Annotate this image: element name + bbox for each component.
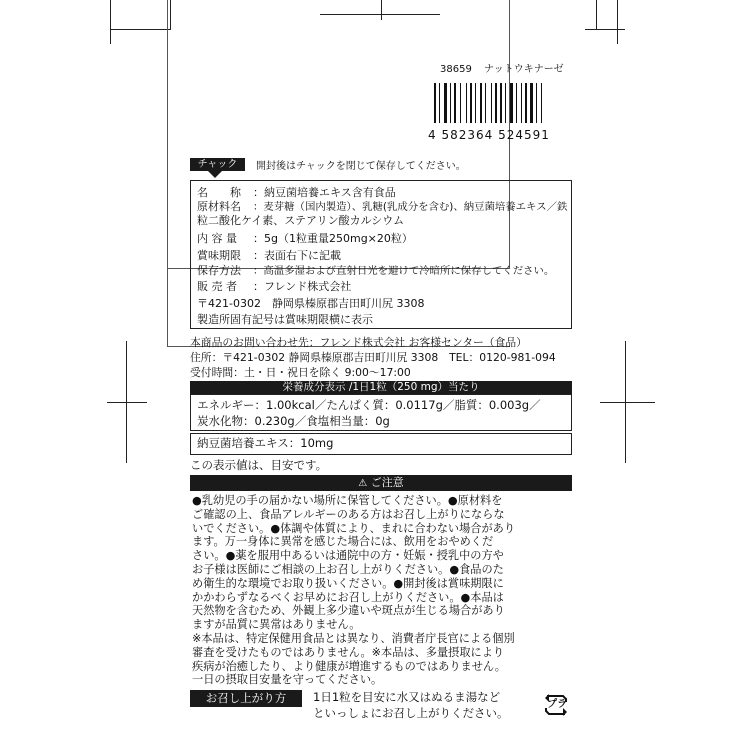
caution-body bbox=[192, 494, 574, 687]
caution-line: さい。●薬を服用中あるいは通院中の方・妊娠・授乳中の方や bbox=[192, 549, 504, 563]
barcode-bar bbox=[521, 83, 522, 123]
caution-line: お子様は医師にご相談の上お召し上がりください。●食品のた bbox=[192, 562, 504, 576]
contact-line1: 本商品のお問い合わせ先：フレンド株式会社 お客様センター（食品） bbox=[190, 336, 527, 349]
barcode-bar bbox=[450, 83, 451, 123]
how-to-label bbox=[190, 690, 302, 707]
caution-line: いでください。●体調や体質により、まれに合わない場合があり bbox=[192, 521, 516, 535]
ingredients-value-line2: 粒二酸化ケイ素、ステアリン酸カルシウム bbox=[197, 214, 405, 227]
factory-note: 製造所固有記号は賞味期限横に表示 bbox=[197, 313, 373, 326]
caution-line: 天然物を含むため、外観上多少違いや斑点が生じる場合があり bbox=[192, 604, 505, 618]
contact-line3: 受付時間：土・日・祝日を除く 9:00～17:00 bbox=[190, 366, 411, 379]
zipper-tag bbox=[190, 158, 245, 171]
caution-line: 疾病が治癒したり、より健康が増進するものではありません。 bbox=[192, 659, 506, 673]
contact-line2: 住所：〒421-0302 静岡県榛原郡吉田町川尻 3308 TEL：0120-981-094 bbox=[190, 351, 556, 364]
zipper-arrow-icon bbox=[208, 171, 222, 178]
warning-icon: ⚠ bbox=[358, 478, 368, 489]
barcode bbox=[434, 83, 574, 123]
ingredients-label: 原材料名 bbox=[197, 200, 241, 213]
ingredients-value-line1: ：麦芽糖（国内製造）、乳糖(乳成分を含む)、納豆菌培養エキス／鉄 bbox=[253, 201, 568, 213]
nutrition-header-text: 栄養成分表示 /1日1粒（250 mg）当たり bbox=[282, 381, 480, 393]
barcode-bar bbox=[536, 83, 537, 123]
name-value: ：納豆菌培養エキス含有食品 bbox=[253, 186, 396, 199]
caution-line: ※本品は、特定保健用食品とは異なり、消費者庁長官による個別 bbox=[192, 631, 515, 645]
how-to-line2: といっしょにお召し上がりください。 bbox=[313, 706, 509, 720]
barcode-bar bbox=[466, 83, 467, 123]
guide-note: この表示値は、目安です。 bbox=[190, 458, 328, 472]
caution-line: め衛生的な環境でお取り扱いください。●開封後は賞味期限に bbox=[192, 576, 504, 590]
caution-header bbox=[190, 475, 572, 491]
nutrition-line2: 炭水化物：0.230g／食塩相当量：0g bbox=[197, 414, 390, 428]
seller-row bbox=[197, 280, 351, 293]
address: 〒421-0302 静岡県榛原郡吉田町川尻 3308 bbox=[197, 297, 425, 310]
barcode-bar bbox=[434, 83, 436, 123]
barcode-bar bbox=[480, 83, 482, 123]
caution-line: ます。万一身体に異常を感じた場合には、飲用をおやめくだ bbox=[192, 535, 494, 549]
zipper-note: 開封後はチャックを閉じて保存してください。 bbox=[256, 161, 466, 172]
content-row bbox=[197, 232, 413, 245]
storage-row bbox=[197, 264, 554, 278]
barcode-bar bbox=[475, 83, 476, 123]
barcode-bar bbox=[500, 83, 502, 123]
plastic-recycle-icon bbox=[543, 691, 569, 719]
barcode-bar bbox=[510, 83, 513, 123]
caution-line: ご確認の上、食品アレルギーのある方はお召し上がりにならな bbox=[192, 507, 505, 521]
how-to-line1: 1日1粒を目安に水又はぬるま湯など bbox=[313, 690, 501, 704]
natto-extract-line: 納豆菌培養エキス：10mg bbox=[197, 436, 334, 450]
barcode-bar bbox=[530, 83, 533, 123]
nutrition-header bbox=[190, 381, 572, 394]
caution-line: ●乳幼児の手の届かない場所に保管してください。●原材料を bbox=[192, 494, 503, 507]
barcode-bar bbox=[485, 83, 486, 123]
caution-line: 審査を受けたものではありません。※本品は、多量摂取により bbox=[192, 645, 505, 659]
name-row bbox=[197, 186, 396, 199]
ingredients-row-2 bbox=[197, 214, 404, 227]
storage-value: ：高温多湿および直射日光を避けて冷暗所に保存してください。 bbox=[253, 265, 555, 277]
caution-header-text: ご注意 bbox=[370, 476, 404, 489]
caution-line: かかわらずなるべくお早めにお召し上がりください。●本品は bbox=[192, 590, 504, 604]
content-label: 内 容 量 bbox=[197, 232, 237, 245]
product-name-short: ナットウキナーゼ bbox=[484, 64, 564, 75]
caution-line: ますが品質に異常はありません。 bbox=[192, 618, 361, 632]
product-code: 38659 bbox=[440, 64, 472, 75]
barcode-bar bbox=[525, 83, 527, 123]
nutrition-line1: エネルギー：1.00kcal／たんぱく質：0.0117g／脂質：0.003g／ bbox=[197, 398, 541, 412]
expiry-label: 賞味期限 bbox=[197, 249, 241, 262]
barcode-bar bbox=[541, 83, 542, 123]
barcode-bar bbox=[495, 83, 497, 123]
name-label: 名 称 bbox=[197, 186, 241, 199]
how-to-label-text: お召し上がり方 bbox=[205, 691, 287, 705]
barcode-bar bbox=[439, 83, 440, 123]
content-value: ：5g（1粒重量250mg×20粒） bbox=[253, 232, 413, 245]
expiry-row bbox=[197, 249, 341, 262]
barcode-bar bbox=[454, 83, 456, 123]
barcode-bar bbox=[444, 83, 447, 123]
barcode-bar bbox=[460, 83, 461, 123]
barcode-bar bbox=[470, 83, 472, 123]
barcode-bar bbox=[505, 83, 506, 123]
recycle-mark-text: プラ bbox=[547, 699, 567, 710]
ingredients-row bbox=[197, 200, 567, 214]
seller-label: 販 売 者 bbox=[197, 280, 237, 293]
storage-label: 保存方法 bbox=[197, 264, 241, 277]
barcode-bar bbox=[491, 83, 492, 123]
zipper-tag-label: チャック bbox=[197, 159, 238, 170]
seller-value: ：フレンド株式会社 bbox=[253, 280, 352, 293]
barcode-number: 4 582364 524591 bbox=[428, 128, 550, 142]
caution-line: 一日の摂取目安量を守ってください。 bbox=[192, 673, 383, 687]
barcode-bar bbox=[516, 83, 517, 123]
expiry-value: ：表面右下に記載 bbox=[253, 249, 341, 262]
